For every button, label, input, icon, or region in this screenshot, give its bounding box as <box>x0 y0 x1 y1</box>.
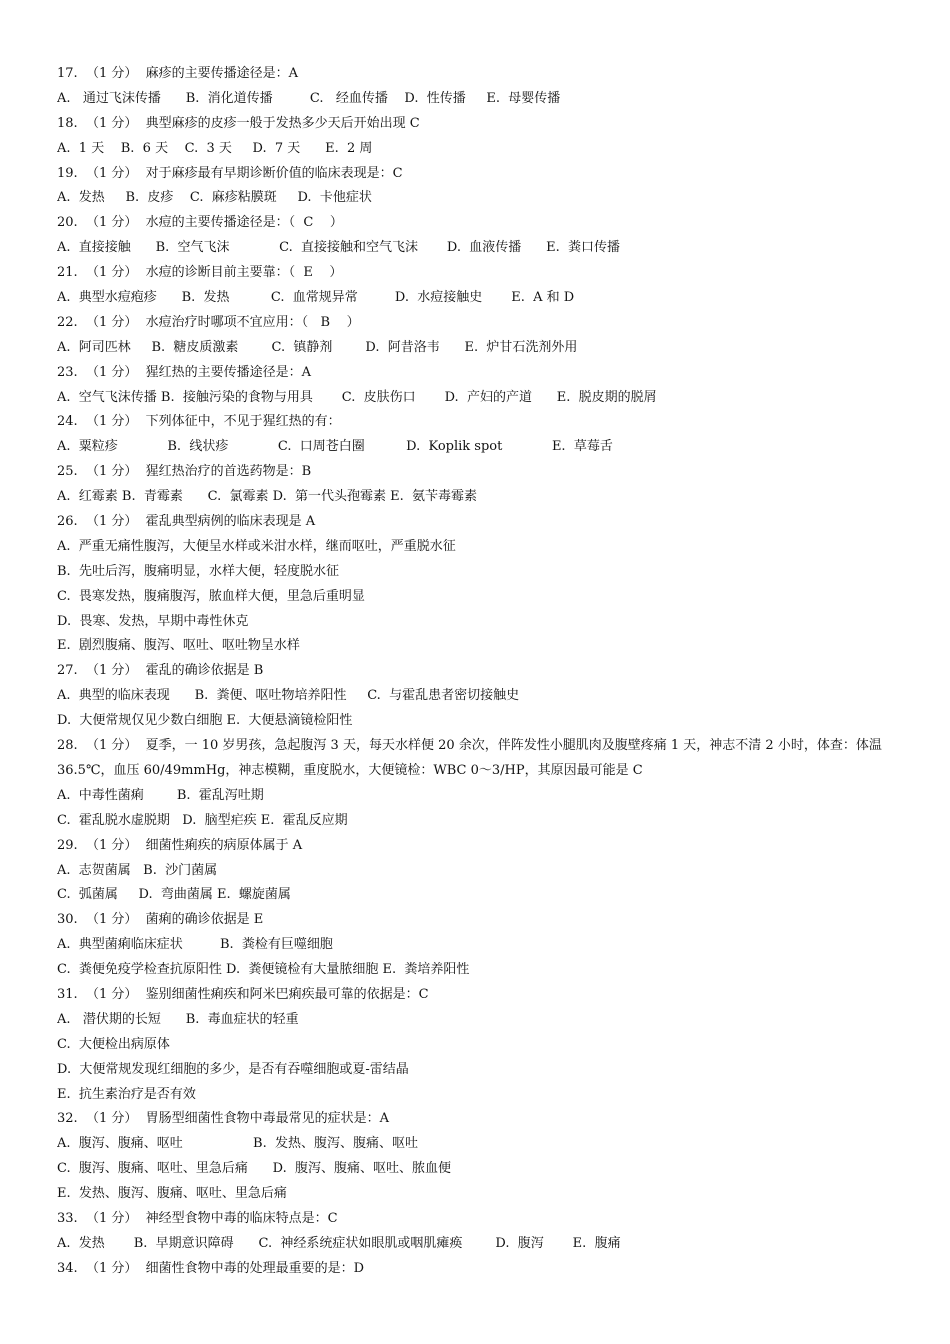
options-20: A. 直接接触 B. 空气飞沫 C. 直接接触和空气飞沫 D. 血液传播 E. 粪口传播 <box>57 240 620 256</box>
question-28-cont: 36.5℃，血压 60/49mmHg，神志模糊，重度脱水，大便镜检：WBC 0～3/HP，其原因最可能是 C <box>57 762 643 778</box>
option-32-e: E. 发热、腹泻、腹痛、呕吐、里急后痛 <box>57 1186 287 1202</box>
question-34: 34. （1 分） 细菌性食物中毒的处理最重要的是：D <box>57 1260 365 1276</box>
question-19: 19. （1 分） 对于麻疹最有早期诊断价值的临床表现是：C <box>57 165 403 181</box>
question-29: 29. （1 分） 细菌性痢疾的病原体属于 A <box>57 837 303 853</box>
option-26-b: B. 先吐后泻，腹痛明显，水样大便，轻度脱水征 <box>57 563 339 579</box>
options-27-abc: A. 典型的临床表现 B. 粪便、呕吐物培养阳性 C. 与霍乱患者密切接触史 <box>57 688 520 704</box>
question-30: 30. （1 分） 菌痢的确诊依据是 E <box>57 912 264 928</box>
question-31: 31. （1 分） 鉴别细菌性痢疾和阿米巴痢疾最可靠的依据是：C <box>57 986 429 1002</box>
options-19: A. 发热 B. 皮疹 C. 麻疹粘膜斑 D. 卡他症状 <box>57 190 372 206</box>
option-31-e: E. 抗生素治疗是否有效 <box>57 1086 196 1102</box>
options-29-cde: C. 弧菌属 D. 弯曲菌属 E. 螺旋菌属 <box>57 887 291 903</box>
question-33: 33. （1 分） 神经型食物中毒的临床特点是：C <box>57 1210 338 1226</box>
question-22: 22. （1 分） 水痘治疗时哪项不宜应用：（ B ） <box>57 314 360 330</box>
option-26-c: C. 畏寒发热，腹痛腹泻，脓血样大便，里急后重明显 <box>57 588 365 604</box>
option-31-d: D. 大便常规发现红细胞的多少，是否有吞噬细胞或夏-雷结晶 <box>57 1061 409 1077</box>
options-28-ab: A. 中毒性菌痢 B. 霍乱泻吐期 <box>57 787 264 803</box>
option-26-d: D. 畏寒、发热，早期中毒性休克 <box>57 613 249 629</box>
question-18: 18. （1 分） 典型麻疹的皮疹一般于发热多少天后开始出现 C <box>57 115 420 131</box>
question-17: 17. （1 分） 麻疹的主要传播途径是：A <box>57 66 298 81</box>
question-27: 27. （1 分） 霍乱的确诊依据是 B <box>57 663 264 679</box>
options-25: A. 红霉素 B. 青霉素 C. 氯霉素 D. 第一代头孢霉素 E. 氨苄毒霉素 <box>57 489 478 505</box>
options-33: A. 发热 B. 早期意识障碍 C. 神经系统症状如眼肌或咽肌瘫痪 D. 腹泻 E. 腹痛 <box>57 1235 621 1251</box>
options-27-de: D. 大便常规仅见少数白细胞 E. 大便悬滴镜检阳性 <box>57 713 353 729</box>
question-20: 20. （1 分） 水痘的主要传播途径是：（ C ） <box>57 215 343 231</box>
options-23: A. 空气飞沫传播 B. 接触污染的食物与用具 C. 皮肤伤口 D. 产妇的产道 E. 脱皮期的脱屑 <box>57 389 657 405</box>
options-32-cd: C. 腹泻、腹痛、呕吐、里急后痛 D. 腹泻、腹痛、呕吐、脓血便 <box>57 1161 452 1177</box>
options-32-ab: A. 腹泻、腹痛、呕吐 B. 发热、腹泻、腹痛、呕吐 <box>57 1136 418 1152</box>
question-25: 25. （1 分） 猩红热治疗的首选药物是：B <box>57 464 312 480</box>
question-24: 24. （1 分） 下列体征中，不见于猩红热的有： <box>57 414 341 430</box>
option-26-e: E. 剧烈腹痛、腹泻、呕吐、呕吐物呈水样 <box>57 638 300 654</box>
option-31-c: C. 大便检出病原体 <box>57 1036 170 1052</box>
question-26: 26. （1 分） 霍乱典型病例的临床表现是 A <box>57 514 316 530</box>
options-28-cde: C. 霍乱脱水虚脱期 D. 脑型疟疾 E. 霍乱反应期 <box>57 812 348 828</box>
options-24: A. 粟粒疹 B. 线状疹 C. 口周苍白圈 D. Koplik spot E. 草莓舌 <box>57 439 613 455</box>
options-18: A. 1 天 B. 6 天 C. 3 天 D. 7 天 E. 2 周 <box>57 140 373 156</box>
options-29-ab: A. 志贺菌属 B. 沙门菌属 <box>57 862 218 878</box>
question-32: 32. （1 分） 胃肠型细菌性食物中毒最常见的症状是：A <box>57 1111 389 1127</box>
document-page <box>57 62 937 1282</box>
options-21: A. 典型水痘疱疹 B. 发热 C. 血常规异常 D. 水痘接触史 E. A 和 D <box>57 290 575 306</box>
options-30-cde: C. 粪便免疫学检查抗原阳性 D. 粪便镜检有大量脓细胞 E. 粪培养阳性 <box>57 962 470 978</box>
question-28: 28. （1 分） 夏季，一 10 岁男孩，急起腹泻 3 天，每天水样便 20 余次，伴阵发性小腿肌肉及腹壁疼痛 1 天，神志不清 2 小时，体查：体温 <box>57 738 882 754</box>
question-23: 23. （1 分） 猩红热的主要传播途径是：A <box>57 364 311 380</box>
option-26-a: A. 严重无痛性腹泻，大便呈水样或米泔水样，继而呕吐，严重脱水征 <box>57 538 456 554</box>
options-22: A. 阿司匹林 B. 糖皮质激素 C. 镇静剂 D. 阿昔洛韦 E. 炉甘石洗剂外用 <box>57 339 578 355</box>
options-30-ab: A. 典型菌痢临床症状 B. 粪检有巨噬细胞 <box>57 937 333 953</box>
options-31-ab: A. 潜伏期的长短 B. 毒血症状的轻重 <box>57 1011 299 1027</box>
options-17: A. 通过飞沫传播 B. 消化道传播 C. 经血传播 D. 性传播 E. 母婴传播 <box>57 90 561 106</box>
question-21: 21. （1 分） 水痘的诊断目前主要靠：（ E ） <box>57 265 343 281</box>
